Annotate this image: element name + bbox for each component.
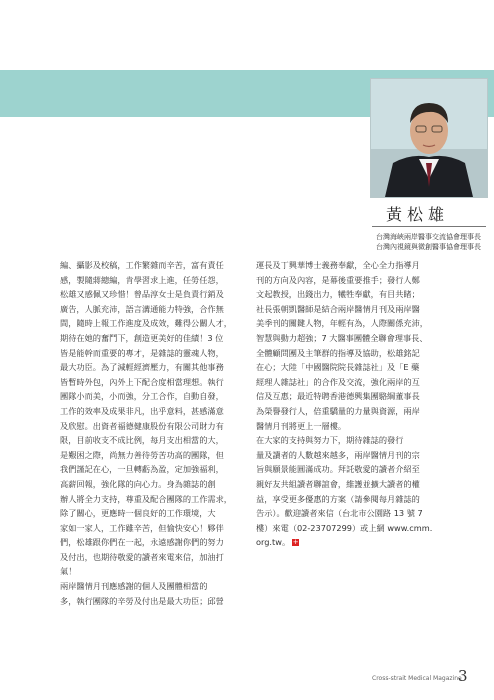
article-column-left (60, 258, 260, 608)
author-title-1: 台灣海峽兩岸醫事交流協會理事長 (376, 233, 481, 241)
author-title-2: 台灣內視鏡與微創醫事協會理事長 (376, 243, 481, 251)
paragraph: 編、攝影及校稿，工作繁雜而辛苦，富有責任 感，製隨蔣總編，肯學習求上進，任勞任怨， 松雄又感佩又珍惜！曾品淳女士是負責行銷及 廣告，人脈充沛，語言溝通能力特強，合作無 間，隨時上報工作進度及成效，難得公關人才， 期待在她的奮鬥下，創造更美好的佳績！3 位 皆是能幹而重要的專才，是雜誌的靈魂人物， 最大功臣。為了減輕經濟壓力，有關其他事務 皆暫時外包，內外上下配合度相當理想。執行 團隊小而美，小而強，分工合作，自動自發， 工作的效率及成果非凡，出乎意料，甚感滿意 及欣慰。出資者福德健康股份有限公司財力有 限，目前收支不成比例，每月支出相當的大， 是艱困之際，尚無力善待勞苦功高的團隊，但 我們謹記在心，一旦轉虧為盈，定加強福利， 高薪回報，強化隊的向心力。身為雜誌的創 辦人將全力支持，尊重及配合團隊的工作需求， 除了關心，更應時一個良好的工作環境，大 家如一家人，工作雖辛苦，但愉快安心！夥伴 們，松雄跟你們在一起，永遠感謝你們的努力 及付出，也期待敬愛的讀者來電來信，加油打 氣！ (60, 260, 232, 577)
paragraph: 運長及丁興華博士義務奉獻，全心全力指導月 刊的方向及內容，是幕後重要推手；發行人鄭 文起教授，出錢出力，犧牲奉獻，有目共睹； 社長張朝凱醫師是結合兩岸醫情月刊及兩岸醫 美季刊的關鍵人物，年輕有為，人際關係充沛， 智慧與動力超強；7 大醫事團體全聯會理事長、 全體顧問團及主筆群的指導及協助，松雄銘記 在心；大陸「中國醫院院長雜誌社」及「E 藥 經理人雜誌社」的合作及交流，強化兩岸的互 信及互惠；最近特聘香港德興集團駱綱董事長 為榮譽發行人，倍重驕量的力量與資源，兩岸 醫情月刊將更上一層樓。 (256, 260, 428, 431)
author-titles (376, 232, 481, 252)
author-name: 黃松雄 (386, 205, 450, 224)
paragraph-text: 在大家的支持與努力下，期待雜誌的發行 量及讀者的人數越來越多，兩岸醫情月刊的宗 旨與願景能圓滿成功。拜託敬愛的讀者介紹至 親好友共組讀者聯誼會，維護並擴大讀者的權 益，享受更多優惠的方案（請參閱每月雜誌的 告示）。歡迎讀者來信（台北市公園路 13 號 7 樓）來電（02-23707299）或上網 www.cmm. org.tw。 (256, 435, 433, 548)
paragraph: 兩岸醫情月刊應感謝的個人及團體相當的 多，執行團隊的辛勞及付出是最大功臣；邱營 (60, 581, 224, 606)
paragraph (256, 433, 456, 550)
name-divider (372, 226, 486, 227)
portrait-photo (370, 78, 488, 198)
magazine-name: Cross-strait Medical Magazine (372, 675, 462, 682)
article-column-right (256, 258, 456, 550)
red-cross-icon: + (292, 538, 299, 547)
page-number: 3 (458, 667, 468, 685)
